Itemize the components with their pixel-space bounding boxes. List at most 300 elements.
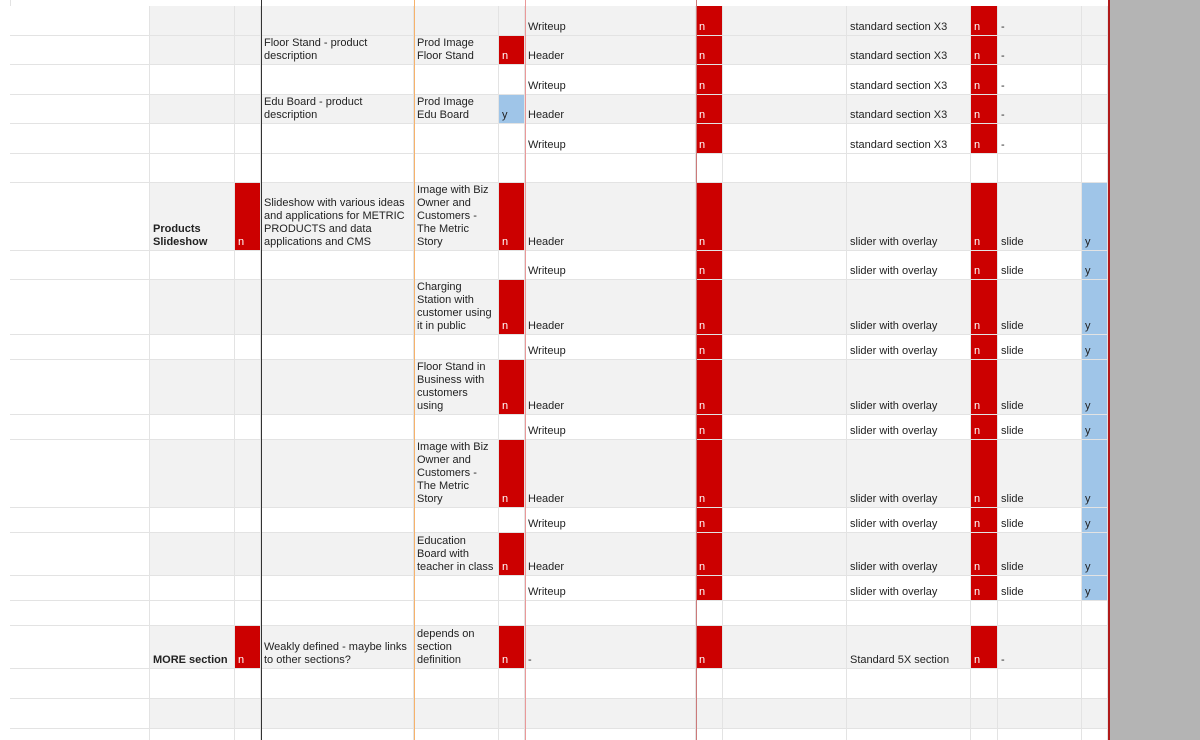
flag-cell[interactable] bbox=[235, 415, 261, 440]
sheet-cell[interactable] bbox=[10, 601, 150, 626]
sheet-cell[interactable] bbox=[414, 626, 499, 669]
sheet-cell[interactable] bbox=[998, 576, 1082, 601]
sheet-cell[interactable] bbox=[525, 183, 696, 251]
sheet-cell[interactable] bbox=[525, 601, 696, 626]
sheet-cell[interactable] bbox=[261, 601, 414, 626]
flag-cell[interactable] bbox=[971, 6, 998, 36]
section-title-cell[interactable] bbox=[150, 36, 235, 65]
sheet-cell[interactable] bbox=[847, 335, 971, 360]
section-title-cell[interactable] bbox=[150, 669, 235, 699]
flag-cell[interactable] bbox=[1082, 729, 1108, 740]
flag-cell[interactable] bbox=[1082, 415, 1108, 440]
sheet-cell[interactable] bbox=[10, 440, 150, 508]
cell-text: slide bbox=[1001, 345, 1024, 357]
flag-cell[interactable] bbox=[696, 508, 723, 533]
flag-cell[interactable] bbox=[971, 280, 998, 335]
flag-cell[interactable] bbox=[499, 415, 525, 440]
cell-text: Weakly defined - maybe links to other sections? bbox=[264, 641, 407, 666]
flag-cell[interactable] bbox=[235, 335, 261, 360]
sheet-cell[interactable] bbox=[723, 124, 847, 154]
flag-cell[interactable] bbox=[499, 576, 525, 601]
sheet-cell[interactable] bbox=[998, 669, 1082, 699]
flag-cell[interactable] bbox=[971, 183, 998, 251]
flag-cell[interactable] bbox=[235, 669, 261, 699]
section-title-cell[interactable] bbox=[150, 729, 235, 740]
sheet-cell[interactable] bbox=[723, 415, 847, 440]
flag-cell[interactable] bbox=[1082, 360, 1108, 415]
flag-cell[interactable] bbox=[1082, 251, 1108, 280]
sheet-cell[interactable] bbox=[261, 6, 414, 36]
flag-cell[interactable] bbox=[696, 65, 723, 95]
sheet-cell[interactable] bbox=[847, 251, 971, 280]
sheet-cell[interactable] bbox=[414, 124, 499, 154]
flag-cell[interactable] bbox=[235, 95, 261, 124]
sheet-cell[interactable] bbox=[525, 533, 696, 576]
flag-cell[interactable] bbox=[696, 183, 723, 251]
flag-cell[interactable] bbox=[696, 601, 723, 626]
flag-cell[interactable] bbox=[235, 729, 261, 740]
sheet-cell[interactable] bbox=[723, 65, 847, 95]
flag-cell[interactable] bbox=[1082, 669, 1108, 699]
flag-cell[interactable] bbox=[235, 154, 261, 183]
flag-cell[interactable] bbox=[971, 95, 998, 124]
cell-text: n bbox=[699, 320, 706, 332]
flag-cell[interactable] bbox=[499, 6, 525, 36]
flag-cell[interactable] bbox=[1082, 626, 1108, 669]
sheet-cell[interactable] bbox=[261, 440, 414, 508]
flag-cell[interactable] bbox=[696, 124, 723, 154]
flag-cell[interactable] bbox=[1082, 576, 1108, 601]
sheet-cell[interactable] bbox=[723, 440, 847, 508]
flag-cell[interactable] bbox=[235, 626, 261, 669]
flag-cell[interactable] bbox=[696, 95, 723, 124]
sheet-cell[interactable] bbox=[998, 124, 1082, 154]
sheet-cell[interactable] bbox=[261, 669, 414, 699]
sheet-cell[interactable] bbox=[261, 124, 414, 154]
sheet-cell[interactable] bbox=[525, 95, 696, 124]
sheet-cell[interactable] bbox=[998, 65, 1082, 95]
cell-text: slide bbox=[1001, 518, 1024, 530]
flag-cell[interactable] bbox=[696, 36, 723, 65]
flag-cell[interactable] bbox=[499, 729, 525, 740]
flag-cell[interactable] bbox=[971, 626, 998, 669]
sheet-cell[interactable] bbox=[998, 183, 1082, 251]
sheet-cell[interactable] bbox=[525, 508, 696, 533]
sheet-cell[interactable] bbox=[723, 335, 847, 360]
sheet-cell[interactable] bbox=[10, 251, 150, 280]
flag-cell[interactable] bbox=[1082, 699, 1108, 729]
sheet-cell[interactable] bbox=[998, 415, 1082, 440]
sheet-cell[interactable] bbox=[10, 36, 150, 65]
cell-text: n bbox=[699, 586, 706, 598]
section-title-cell[interactable] bbox=[150, 335, 235, 360]
sheet-cell[interactable] bbox=[414, 576, 499, 601]
sheet-cell[interactable] bbox=[10, 415, 150, 440]
cell-text: standard section X3 bbox=[850, 139, 948, 151]
sheet-cell[interactable] bbox=[414, 415, 499, 440]
sheet-cell[interactable] bbox=[525, 251, 696, 280]
sheet-cell[interactable] bbox=[998, 360, 1082, 415]
sheet-cell[interactable] bbox=[847, 154, 971, 183]
section-title-cell[interactable] bbox=[150, 360, 235, 415]
flag-cell[interactable] bbox=[1082, 533, 1108, 576]
sheet-cell[interactable] bbox=[525, 124, 696, 154]
sheet-cell[interactable] bbox=[723, 6, 847, 36]
section-title-cell[interactable] bbox=[150, 280, 235, 335]
sheet-cell[interactable] bbox=[414, 699, 499, 729]
sheet-cell[interactable] bbox=[847, 124, 971, 154]
cell-text: y bbox=[1085, 400, 1091, 412]
cell-text: n bbox=[502, 654, 509, 666]
sheet-cell[interactable] bbox=[525, 626, 696, 669]
sheet-cell[interactable] bbox=[847, 183, 971, 251]
sheet-cell[interactable] bbox=[261, 65, 414, 95]
sheet-cell[interactable] bbox=[847, 508, 971, 533]
sheet-cell[interactable] bbox=[414, 601, 499, 626]
flag-cell[interactable] bbox=[499, 669, 525, 699]
sheet-cell[interactable] bbox=[723, 626, 847, 669]
sheet-cell[interactable] bbox=[998, 440, 1082, 508]
cell-text: slider with overlay bbox=[850, 493, 938, 505]
sheet-cell[interactable] bbox=[414, 669, 499, 699]
cell-text: slide bbox=[1001, 400, 1024, 412]
flag-cell[interactable] bbox=[235, 601, 261, 626]
flag-cell[interactable] bbox=[235, 36, 261, 65]
flag-cell[interactable] bbox=[696, 699, 723, 729]
section-title-cell[interactable] bbox=[150, 626, 235, 669]
sheet-cell[interactable] bbox=[414, 154, 499, 183]
cell-text: n bbox=[502, 236, 509, 248]
flag-cell[interactable] bbox=[696, 440, 723, 508]
flag-cell[interactable] bbox=[235, 6, 261, 36]
flag-cell[interactable] bbox=[235, 280, 261, 335]
flag-cell[interactable] bbox=[696, 729, 723, 740]
section-title-cell[interactable] bbox=[150, 251, 235, 280]
sheet-cell[interactable] bbox=[723, 508, 847, 533]
flag-cell[interactable] bbox=[499, 65, 525, 95]
flag-cell[interactable] bbox=[971, 415, 998, 440]
sheet-cell[interactable] bbox=[847, 440, 971, 508]
sheet-cell[interactable] bbox=[525, 669, 696, 699]
sheet-cell[interactable] bbox=[414, 65, 499, 95]
flag-cell[interactable] bbox=[971, 533, 998, 576]
flag-cell[interactable] bbox=[499, 95, 525, 124]
sheet-cell[interactable] bbox=[998, 729, 1082, 740]
flag-cell[interactable] bbox=[499, 699, 525, 729]
sheet-cell[interactable] bbox=[261, 576, 414, 601]
sheet-cell[interactable] bbox=[414, 6, 499, 36]
sheet-cell[interactable] bbox=[261, 280, 414, 335]
sheet-cell[interactable] bbox=[261, 699, 414, 729]
sheet-cell[interactable] bbox=[998, 36, 1082, 65]
cell-text: Writeup bbox=[528, 80, 566, 92]
sheet-cell[interactable] bbox=[10, 65, 150, 95]
sheet-cell[interactable] bbox=[414, 95, 499, 124]
flag-cell[interactable] bbox=[499, 440, 525, 508]
flag-cell[interactable] bbox=[971, 699, 998, 729]
sheet-cell[interactable] bbox=[847, 601, 971, 626]
sheet-cell[interactable] bbox=[261, 36, 414, 65]
sheet-cell[interactable] bbox=[847, 95, 971, 124]
sheet-cell[interactable] bbox=[998, 508, 1082, 533]
section-title-cell[interactable] bbox=[150, 6, 235, 36]
sheet-cell[interactable] bbox=[10, 699, 150, 729]
flag-cell[interactable] bbox=[971, 36, 998, 65]
sheet-cell[interactable] bbox=[414, 533, 499, 576]
sheet-cell[interactable] bbox=[10, 729, 150, 740]
sheet-cell[interactable] bbox=[414, 251, 499, 280]
sheet-cell[interactable] bbox=[10, 183, 150, 251]
cell-text: Header bbox=[528, 236, 565, 248]
sheet-cell[interactable] bbox=[261, 626, 414, 669]
sheet-cell[interactable] bbox=[261, 183, 414, 251]
sheet-cell[interactable] bbox=[847, 626, 971, 669]
cell-text: n bbox=[699, 345, 706, 357]
sheet-cell[interactable] bbox=[847, 576, 971, 601]
sheet-cell[interactable] bbox=[525, 36, 696, 65]
section-title-cell[interactable] bbox=[150, 415, 235, 440]
flag-cell[interactable] bbox=[971, 576, 998, 601]
sheet-cell[interactable] bbox=[847, 699, 971, 729]
sheet-cell[interactable] bbox=[847, 36, 971, 65]
sheet-cell[interactable] bbox=[847, 6, 971, 36]
sheet-cell[interactable] bbox=[525, 65, 696, 95]
sheet-cell[interactable] bbox=[414, 280, 499, 335]
sheet-cell[interactable] bbox=[261, 533, 414, 576]
flag-cell[interactable] bbox=[1082, 6, 1108, 36]
flag-cell[interactable] bbox=[696, 576, 723, 601]
flag-cell[interactable] bbox=[235, 251, 261, 280]
sheet-cell[interactable] bbox=[723, 36, 847, 65]
cell-text: y bbox=[1085, 345, 1091, 357]
sheet-cell[interactable] bbox=[10, 95, 150, 124]
flag-cell[interactable] bbox=[1082, 124, 1108, 154]
sheet-cell[interactable] bbox=[10, 508, 150, 533]
sheet-cell[interactable] bbox=[998, 335, 1082, 360]
sheet-cell[interactable] bbox=[525, 576, 696, 601]
sheet-cell[interactable] bbox=[261, 729, 414, 740]
sheet-cell[interactable] bbox=[261, 251, 414, 280]
sheet-cell[interactable] bbox=[10, 154, 150, 183]
sheet-cell[interactable] bbox=[723, 95, 847, 124]
flag-cell[interactable] bbox=[696, 360, 723, 415]
sheet-cell[interactable] bbox=[525, 699, 696, 729]
sheet-cell[interactable] bbox=[998, 251, 1082, 280]
sheet-cell[interactable] bbox=[10, 360, 150, 415]
section-title-cell[interactable] bbox=[150, 601, 235, 626]
sheet-cell[interactable] bbox=[10, 6, 150, 36]
flag-cell[interactable] bbox=[1082, 154, 1108, 183]
section-title-cell[interactable] bbox=[150, 95, 235, 124]
flag-cell[interactable] bbox=[971, 251, 998, 280]
flag-cell[interactable] bbox=[696, 280, 723, 335]
flag-cell[interactable] bbox=[971, 124, 998, 154]
sheet-cell[interactable] bbox=[10, 626, 150, 669]
sheet-cell[interactable] bbox=[723, 360, 847, 415]
flag-cell[interactable] bbox=[235, 183, 261, 251]
flag-cell[interactable] bbox=[499, 533, 525, 576]
flag-cell[interactable] bbox=[499, 154, 525, 183]
sheet-cell[interactable] bbox=[414, 183, 499, 251]
flag-cell[interactable] bbox=[971, 729, 998, 740]
sheet-cell[interactable] bbox=[847, 729, 971, 740]
sheet-cell[interactable] bbox=[10, 124, 150, 154]
flag-cell[interactable] bbox=[499, 626, 525, 669]
sheet-cell[interactable] bbox=[414, 360, 499, 415]
sheet-cell[interactable] bbox=[10, 335, 150, 360]
sheet-cell[interactable] bbox=[10, 669, 150, 699]
flag-cell[interactable] bbox=[696, 669, 723, 699]
sheet-cell[interactable] bbox=[414, 335, 499, 360]
flag-cell[interactable] bbox=[696, 6, 723, 36]
section-title-cell[interactable] bbox=[150, 154, 235, 183]
section-title-cell[interactable] bbox=[150, 508, 235, 533]
section-title-cell[interactable] bbox=[150, 699, 235, 729]
cell-text: Header bbox=[528, 50, 565, 62]
cell-text: Education Board with teacher in class bbox=[417, 535, 494, 573]
section-title-cell[interactable] bbox=[150, 576, 235, 601]
flag-cell[interactable] bbox=[971, 508, 998, 533]
sheet-cell[interactable] bbox=[723, 576, 847, 601]
flag-cell[interactable] bbox=[971, 440, 998, 508]
sheet-cell[interactable] bbox=[723, 533, 847, 576]
flag-cell[interactable] bbox=[499, 183, 525, 251]
cell-text: n bbox=[238, 654, 245, 666]
flag-cell[interactable] bbox=[235, 533, 261, 576]
flag-cell[interactable] bbox=[971, 335, 998, 360]
flag-cell[interactable] bbox=[499, 601, 525, 626]
sheet-cell[interactable] bbox=[525, 360, 696, 415]
sheet-cell[interactable] bbox=[723, 183, 847, 251]
section-title-cell[interactable] bbox=[150, 533, 235, 576]
flag-cell[interactable] bbox=[499, 251, 525, 280]
flag-cell[interactable] bbox=[235, 576, 261, 601]
section-title-cell[interactable] bbox=[150, 65, 235, 95]
sheet-cell[interactable] bbox=[10, 280, 150, 335]
flag-cell[interactable] bbox=[696, 335, 723, 360]
sheet-cell[interactable] bbox=[414, 36, 499, 65]
flag-cell[interactable] bbox=[696, 415, 723, 440]
flag-cell[interactable] bbox=[1082, 183, 1108, 251]
sheet-cell[interactable] bbox=[723, 601, 847, 626]
flag-cell[interactable] bbox=[696, 533, 723, 576]
flag-cell[interactable] bbox=[1082, 335, 1108, 360]
flag-cell[interactable] bbox=[499, 124, 525, 154]
cell-text: n bbox=[974, 518, 981, 530]
flag-cell[interactable] bbox=[1082, 95, 1108, 124]
cell-text: standard section X3 bbox=[850, 80, 948, 92]
sheet-cell[interactable] bbox=[10, 576, 150, 601]
sheet-cell[interactable] bbox=[525, 280, 696, 335]
sheet-cell[interactable] bbox=[525, 154, 696, 183]
sheet-cell[interactable] bbox=[525, 6, 696, 36]
sheet-cell[interactable] bbox=[261, 95, 414, 124]
cell-text: Floor Stand in Business with customers using bbox=[417, 361, 486, 412]
column-divider bbox=[261, 0, 262, 740]
sheet-cell[interactable] bbox=[998, 280, 1082, 335]
cell-text: n bbox=[974, 80, 981, 92]
sheet-cell[interactable] bbox=[414, 440, 499, 508]
sheet-cell[interactable] bbox=[261, 335, 414, 360]
flag-cell[interactable] bbox=[971, 601, 998, 626]
flag-cell[interactable] bbox=[696, 626, 723, 669]
sheet-cell[interactable] bbox=[414, 508, 499, 533]
flag-cell[interactable] bbox=[1082, 36, 1108, 65]
flag-cell[interactable] bbox=[499, 335, 525, 360]
flag-cell[interactable] bbox=[499, 280, 525, 335]
sheet-cell[interactable] bbox=[998, 6, 1082, 36]
section-title-cell[interactable] bbox=[150, 124, 235, 154]
section-title-cell[interactable] bbox=[150, 183, 235, 251]
sheet-cell[interactable] bbox=[723, 729, 847, 740]
sheet-cell[interactable] bbox=[525, 729, 696, 740]
flag-cell[interactable] bbox=[235, 699, 261, 729]
sheet-cell[interactable] bbox=[525, 440, 696, 508]
flag-cell[interactable] bbox=[235, 440, 261, 508]
flag-cell[interactable] bbox=[696, 154, 723, 183]
cell-text: n bbox=[699, 654, 706, 666]
flag-cell[interactable] bbox=[1082, 440, 1108, 508]
flag-cell[interactable] bbox=[235, 65, 261, 95]
sheet-cell[interactable] bbox=[998, 154, 1082, 183]
sheet-cell[interactable] bbox=[723, 154, 847, 183]
sheet-cell[interactable] bbox=[847, 415, 971, 440]
flag-cell[interactable] bbox=[499, 360, 525, 415]
flag-cell[interactable] bbox=[971, 360, 998, 415]
sheet-cell[interactable] bbox=[998, 699, 1082, 729]
flag-cell[interactable] bbox=[1082, 601, 1108, 626]
flag-cell[interactable] bbox=[1082, 280, 1108, 335]
cell-text: Prod Image Floor Stand bbox=[417, 37, 474, 62]
sheet-cell[interactable] bbox=[847, 65, 971, 95]
flag-cell[interactable] bbox=[235, 124, 261, 154]
sheet-cell[interactable] bbox=[525, 415, 696, 440]
sheet-cell[interactable] bbox=[998, 601, 1082, 626]
cell-text: Edu Board - product description bbox=[264, 96, 363, 121]
flag-cell[interactable] bbox=[971, 65, 998, 95]
sheet-cell[interactable] bbox=[261, 360, 414, 415]
flag-cell[interactable] bbox=[696, 251, 723, 280]
sheet-cell[interactable] bbox=[261, 415, 414, 440]
sheet-cell[interactable] bbox=[998, 95, 1082, 124]
sheet-cell[interactable] bbox=[998, 626, 1082, 669]
flag-cell[interactable] bbox=[499, 36, 525, 65]
sheet-cell[interactable] bbox=[261, 154, 414, 183]
sheet-cell[interactable] bbox=[723, 280, 847, 335]
sheet-cell[interactable] bbox=[723, 699, 847, 729]
sheet-cell[interactable] bbox=[847, 533, 971, 576]
sheet-cell[interactable] bbox=[261, 508, 414, 533]
sheet-cell[interactable] bbox=[847, 280, 971, 335]
sheet-cell[interactable] bbox=[847, 669, 971, 699]
flag-cell[interactable] bbox=[235, 508, 261, 533]
sheet-cell[interactable] bbox=[10, 533, 150, 576]
sheet-cell[interactable] bbox=[723, 251, 847, 280]
flag-cell[interactable] bbox=[499, 508, 525, 533]
section-title-cell[interactable] bbox=[150, 440, 235, 508]
flag-cell[interactable] bbox=[1082, 508, 1108, 533]
flag-cell[interactable] bbox=[235, 360, 261, 415]
sheet-cell[interactable] bbox=[723, 669, 847, 699]
cell-text: Writeup bbox=[528, 21, 566, 33]
flag-cell[interactable] bbox=[971, 669, 998, 699]
sheet-cell[interactable] bbox=[525, 335, 696, 360]
sheet-cell[interactable] bbox=[998, 533, 1082, 576]
flag-cell[interactable] bbox=[1082, 65, 1108, 95]
sheet-cell[interactable] bbox=[414, 729, 499, 740]
flag-cell[interactable] bbox=[971, 154, 998, 183]
sheet-cell[interactable] bbox=[847, 360, 971, 415]
